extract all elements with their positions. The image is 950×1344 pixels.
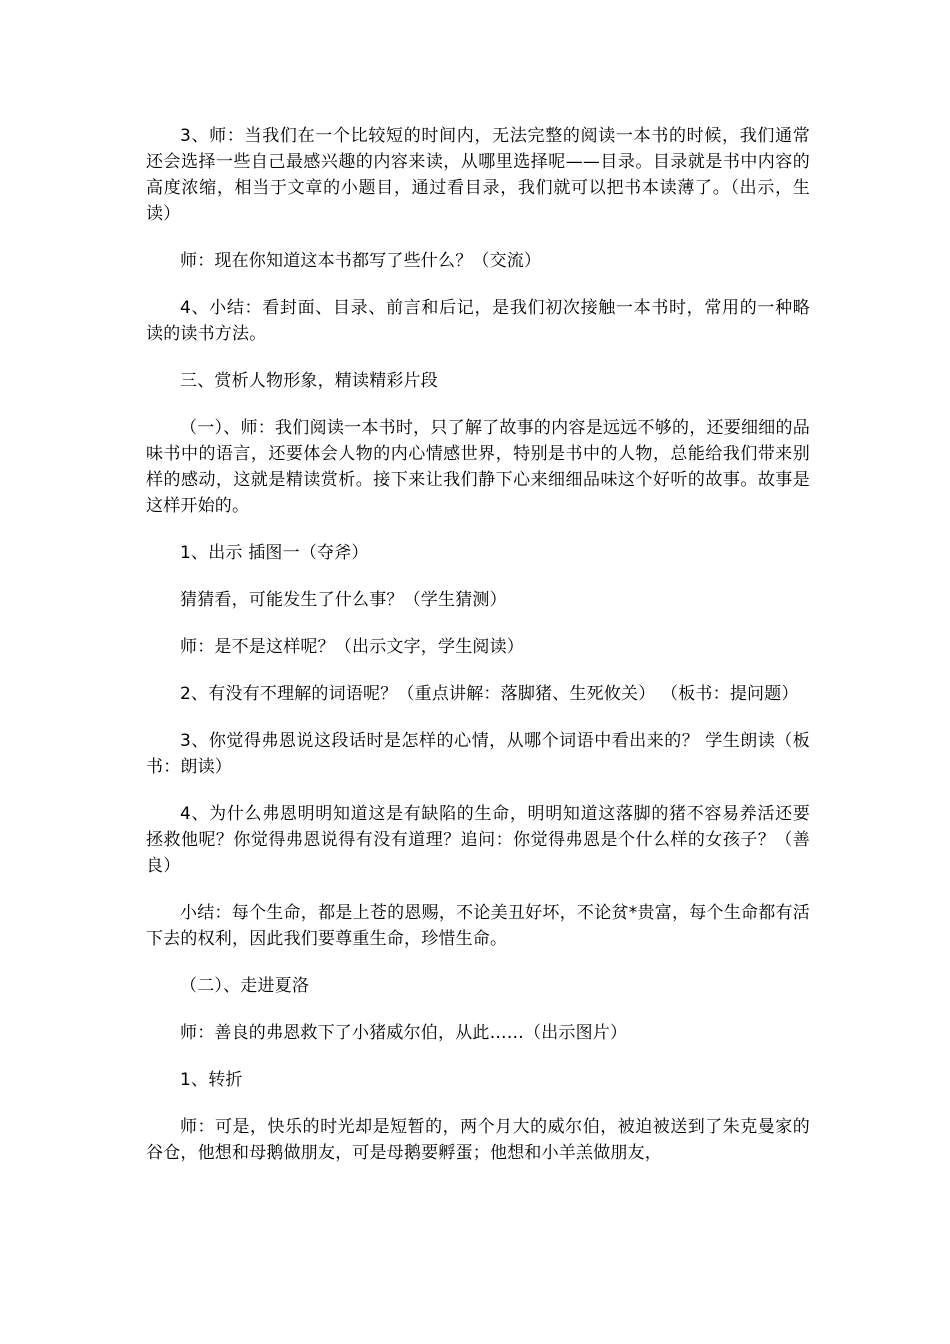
paragraph-teacher-question: 师：现在你知道这本书都写了些什么？（交流） — [180, 251, 542, 271]
paragraph-section-3-table-of-contents: 3、师：当我们在一个比较短的时间内，无法完整的阅读一本书的时候，我们通常还会选择一些自己最感兴趣的内容来读，从哪里选择呢——目录。目录就是书中内容的高度浓缩，相当于文章的小题目，通过看目录，我们就可以把书本读薄了。（出示，生读） — [146, 126, 810, 224]
paragraph-why-save: 4、为什么弗恩明明知道这是有缺陷的生命，明明知道这落脚的猪不容易养活还要拯救他呢？你觉得弗恩说得有没有道理？追问：你觉得弗恩是个什么样的女孩子？（善良） — [146, 804, 810, 876]
heading-turning-point: 1、转折 — [180, 1070, 243, 1090]
paragraph-short-happiness: 师：可是，快乐的时光却是短暂的，两个月大的威尔伯，被迫被送到了朱克曼家的谷仓，他想和母鹅做朋友，可是母鹅要孵蛋；他想和小羊羔做朋友， — [146, 1117, 810, 1163]
heading-part-three: 三、赏析人物形象，精读精彩片段 — [180, 371, 438, 391]
paragraph-vocabulary: 2、有没有不理解的词语呢？（重点讲解：落脚猪、生死攸关） （板书：提问题） — [180, 684, 799, 704]
paragraph-wilbur-saved: 师：善良的弗恩救下了小猪威尔伯，从此……（出示图片） — [180, 1023, 628, 1043]
paragraph-section-4-summary: 4、小结：看封面、目录、前言和后记，是我们初次接触一本书时，常用的一种略读的读书方法。 — [146, 298, 810, 344]
heading-part-two-charlotte: （二）、走进夏洛 — [180, 976, 310, 996]
paragraph-part-one-intro: （一）、师：我们阅读一本书时，只了解了故事的内容是远远不够的，还要细细的品味书中的语言，还要体会人物的内心情感世界，特别是书中的人物，总能给我们带来别样的感动，这就是精读赏析。接下来让我们静下心来细细品味这个好听的故事。故事是这样开始的。 — [146, 418, 810, 516]
paragraph-illustration-one: 1、出示 插图一（夺斧） — [180, 543, 369, 563]
paragraph-feeling: 3、你觉得弗恩说这段话时是怎样的心情，从哪个词语中看出来的？ 学生朗读（板书：朗读） — [146, 731, 810, 777]
paragraph-show-text: 师：是不是这样呢？（出示文字，学生阅读） — [180, 637, 524, 657]
paragraph-guess: 猜猜看，可能发生了什么事？（学生猜测） — [180, 590, 507, 610]
paragraph-life-summary: 小结：每个生命，都是上苍的恩赐，不论美丑好坏，不论贫*贵富，每个生命都有活下去的权利，因此我们要尊重生命，珍惜生命。 — [146, 903, 810, 949]
